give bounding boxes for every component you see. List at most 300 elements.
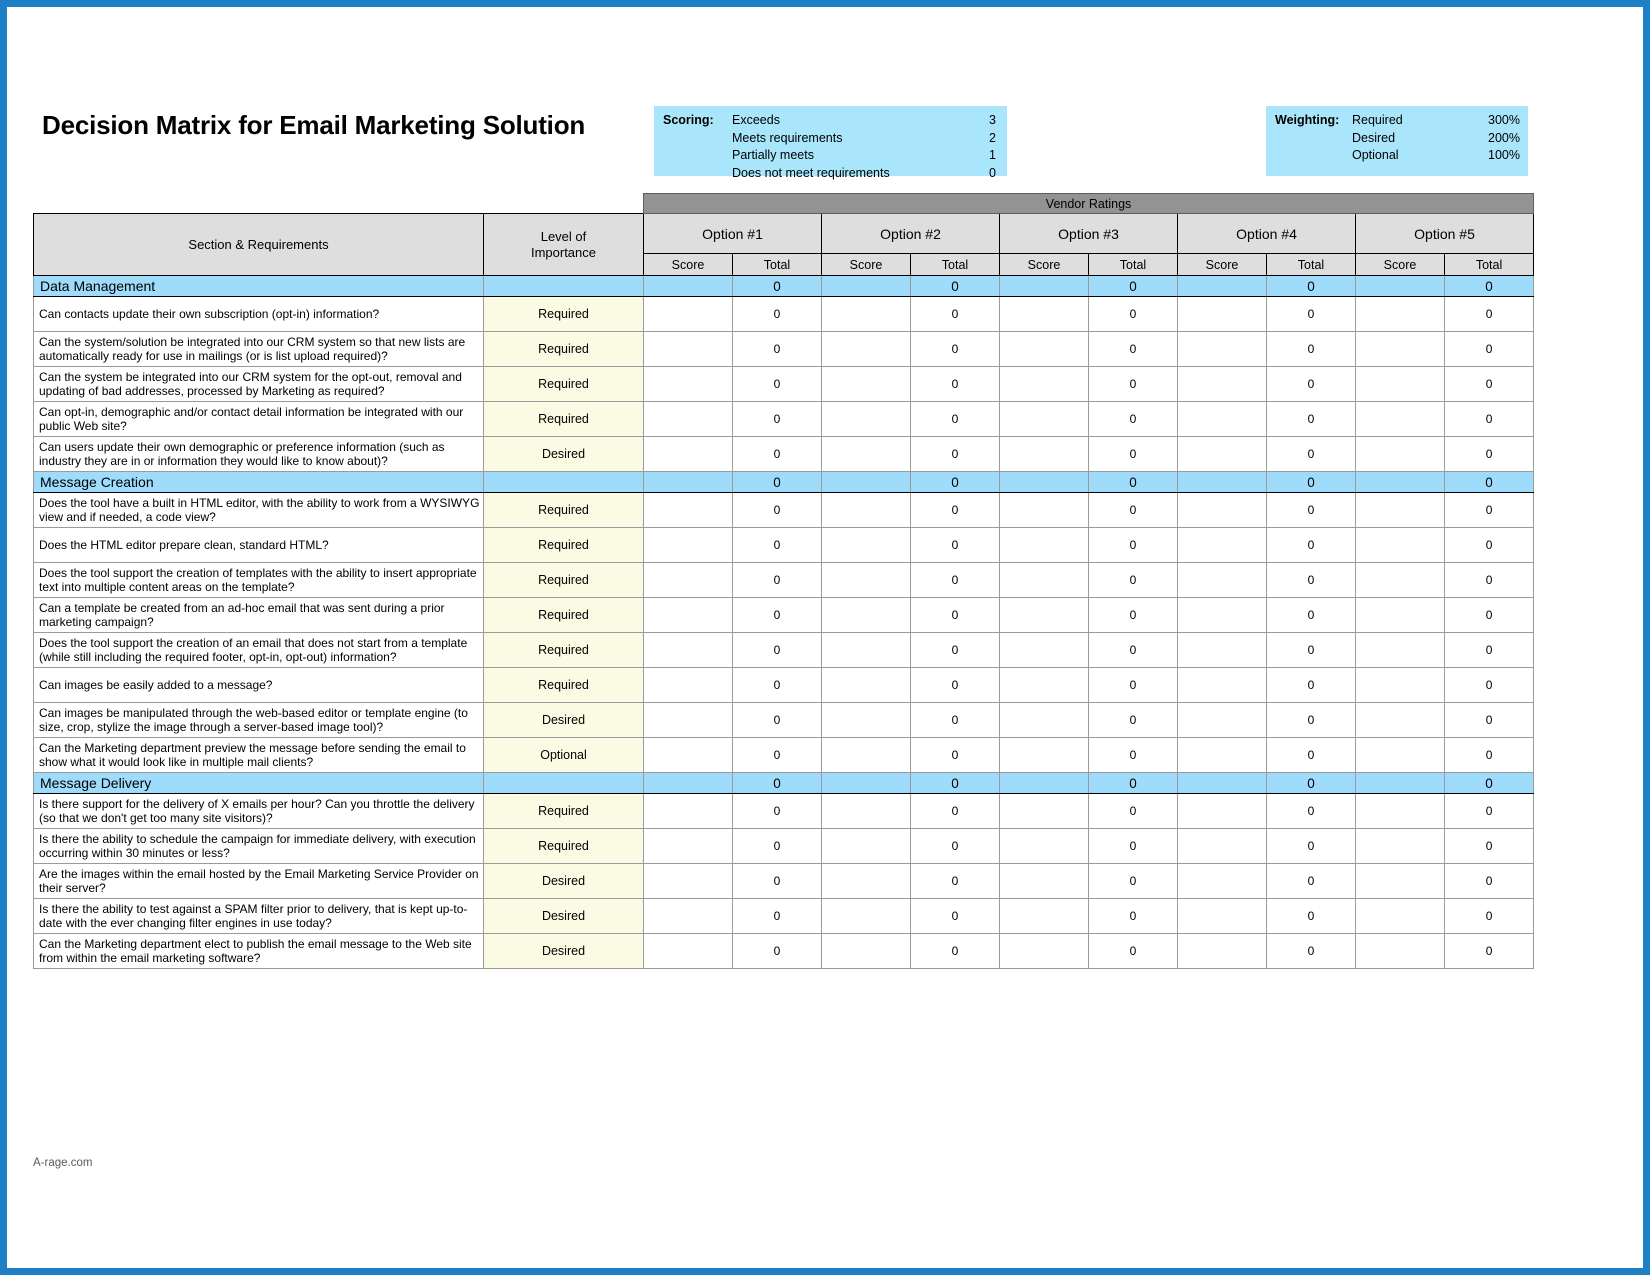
decision-matrix-table: [33, 193, 1534, 969]
scoring-legend-rows: [732, 112, 996, 182]
total-cell-option-5: 0: [1445, 563, 1534, 598]
scoring-legend-box: [654, 106, 1007, 180]
importance-level[interactable]: Required: [484, 402, 644, 437]
score-input-cell-option-1[interactable]: [644, 598, 733, 633]
total-cell-option-5: 0: [1445, 703, 1534, 738]
importance-level[interactable]: Required: [484, 633, 644, 668]
table-row: [34, 864, 1534, 899]
score-input-cell-option-1[interactable]: [644, 738, 733, 773]
score-input-cell-option-2[interactable]: [822, 703, 911, 738]
total-cell-option-1: 0: [733, 899, 822, 934]
score-input-cell-option-2[interactable]: [822, 864, 911, 899]
score-input-cell-option-2[interactable]: [822, 633, 911, 668]
col-header-option-5: Option #5: [1356, 214, 1534, 254]
table-body: [34, 276, 1534, 969]
total-cell-option-1: 0: [733, 528, 822, 563]
score-input-cell-option-5[interactable]: [1356, 899, 1445, 934]
total-cell-option-4: 0: [1267, 794, 1356, 829]
requirement-text: Is there the ability to schedule the campaign for immediate delivery, with execution occurring within 30 minutes or less?: [34, 829, 484, 864]
score-input-cell-option-2[interactable]: [822, 297, 911, 332]
weighting-legend-row: [1352, 112, 1520, 130]
page-title: Decision Matrix for Email Marketing Solution: [42, 110, 586, 140]
total-cell-option-3: 0: [1089, 668, 1178, 703]
score-input-cell-option-5[interactable]: [1356, 794, 1445, 829]
total-cell-option-5: 0: [1445, 899, 1534, 934]
total-cell-option-4: 0: [1267, 493, 1356, 528]
score-input-cell-option-4[interactable]: [1178, 829, 1267, 864]
importance-level[interactable]: Desired: [484, 437, 644, 472]
col-header-option-3: Option #3: [1000, 214, 1178, 254]
total-cell-option-1: 0: [733, 794, 822, 829]
total-cell-option-1: 0: [733, 402, 822, 437]
scoring-legend-label: Scoring:: [663, 113, 714, 127]
total-cell-option-5: 0: [1445, 668, 1534, 703]
total-cell-option-5: 0: [1445, 598, 1534, 633]
total-cell-option-3: 0: [1089, 493, 1178, 528]
total-cell-option-3: 0: [1089, 703, 1178, 738]
score-input-cell-option-3[interactable]: [1000, 899, 1089, 934]
total-cell-option-2: 0: [911, 633, 1000, 668]
score-input-cell-option-4[interactable]: [1178, 703, 1267, 738]
total-cell-option-5: 0: [1445, 367, 1534, 402]
total-cell-option-1: 0: [733, 864, 822, 899]
importance-level[interactable]: Desired: [484, 934, 644, 969]
table-row: [34, 738, 1534, 773]
section-total-option-2: 0: [911, 276, 1000, 297]
table-row: [34, 563, 1534, 598]
section-importance-spacer: [484, 276, 644, 297]
section-total-option-1: 0: [733, 773, 822, 794]
scoring-legend-value: 2: [989, 130, 996, 145]
score-input-cell-option-3[interactable]: [1000, 829, 1089, 864]
section-score-spacer-option-4: [1178, 276, 1267, 297]
weighting-legend-rows: [1352, 112, 1520, 165]
section-score-spacer-option-3: [1000, 773, 1089, 794]
section-score-spacer-option-2: [822, 773, 911, 794]
score-input-cell-option-4[interactable]: [1178, 493, 1267, 528]
total-cell-option-2: 0: [911, 437, 1000, 472]
score-input-cell-option-4[interactable]: [1178, 738, 1267, 773]
table-row: [34, 297, 1534, 332]
table-row: [34, 493, 1534, 528]
importance-level[interactable]: Desired: [484, 864, 644, 899]
score-input-cell-option-1[interactable]: [644, 899, 733, 934]
score-input-cell-option-4[interactable]: [1178, 633, 1267, 668]
score-input-cell-option-4[interactable]: [1178, 402, 1267, 437]
requirement-text: Can the Marketing department elect to publish the email message to the Web site from within the email marketing software?: [34, 934, 484, 969]
score-input-cell-option-1[interactable]: [644, 297, 733, 332]
importance-level[interactable]: Desired: [484, 899, 644, 934]
score-input-cell-option-1[interactable]: [644, 367, 733, 402]
total-cell-option-1: 0: [733, 297, 822, 332]
score-input-cell-option-1[interactable]: [644, 493, 733, 528]
total-cell-option-1: 0: [733, 668, 822, 703]
total-cell-option-2: 0: [911, 864, 1000, 899]
score-input-cell-option-5[interactable]: [1356, 528, 1445, 563]
score-input-cell-option-5[interactable]: [1356, 598, 1445, 633]
score-input-cell-option-2[interactable]: [822, 738, 911, 773]
subheader-score-option-1: Score: [644, 254, 733, 276]
total-cell-option-4: 0: [1267, 598, 1356, 633]
score-input-cell-option-5[interactable]: [1356, 703, 1445, 738]
total-cell-option-5: 0: [1445, 297, 1534, 332]
total-cell-option-5: 0: [1445, 402, 1534, 437]
total-cell-option-2: 0: [911, 332, 1000, 367]
requirement-text: Are the images within the email hosted by the Email Marketing Service Provider on their server?: [34, 864, 484, 899]
section-title: Message Creation: [34, 472, 484, 493]
score-input-cell-option-1[interactable]: [644, 402, 733, 437]
importance-level[interactable]: Required: [484, 367, 644, 402]
importance-level[interactable]: Required: [484, 563, 644, 598]
weighting-legend-name: Optional: [1352, 148, 1399, 162]
requirement-text: Does the tool support the creation of templates with the ability to insert appropriate text into multiple content areas on the template?: [34, 563, 484, 598]
requirement-text: Can the system be integrated into our CRM system for the opt-out, removal and updating of bad addresses, processed by Marketing as required?: [34, 367, 484, 402]
importance-level[interactable]: Optional: [484, 738, 644, 773]
total-cell-option-4: 0: [1267, 899, 1356, 934]
total-cell-option-5: 0: [1445, 864, 1534, 899]
score-input-cell-option-2[interactable]: [822, 794, 911, 829]
score-input-cell-option-5[interactable]: [1356, 563, 1445, 598]
requirement-text: Can users update their own demographic or preference information (such as industry they are in or information they would like to know about)?: [34, 437, 484, 472]
requirement-text: Does the HTML editor prepare clean, standard HTML?: [34, 528, 484, 563]
score-input-cell-option-1[interactable]: [644, 794, 733, 829]
total-cell-option-2: 0: [911, 668, 1000, 703]
score-input-cell-option-2[interactable]: [822, 899, 911, 934]
score-input-cell-option-1[interactable]: [644, 563, 733, 598]
total-cell-option-5: 0: [1445, 437, 1534, 472]
subheader-score-option-5: Score: [1356, 254, 1445, 276]
total-cell-option-3: 0: [1089, 934, 1178, 969]
total-cell-option-2: 0: [911, 829, 1000, 864]
requirement-text: Does the tool have a built in HTML editor, with the ability to work from a WYSIWYG view and if needed, a code view?: [34, 493, 484, 528]
section-total-option-5: 0: [1445, 773, 1534, 794]
section-score-spacer-option-3: [1000, 276, 1089, 297]
total-cell-option-3: 0: [1089, 528, 1178, 563]
table-row: [34, 332, 1534, 367]
total-cell-option-1: 0: [733, 367, 822, 402]
score-input-cell-option-4[interactable]: [1178, 899, 1267, 934]
table-header: [34, 194, 1534, 276]
col-header-option-2: Option #2: [822, 214, 1000, 254]
score-input-cell-option-4[interactable]: [1178, 934, 1267, 969]
table-row: [34, 668, 1534, 703]
weighting-legend-value: 300%: [1488, 113, 1520, 127]
total-cell-option-3: 0: [1089, 367, 1178, 402]
total-cell-option-4: 0: [1267, 528, 1356, 563]
total-cell-option-5: 0: [1445, 794, 1534, 829]
requirement-text: Can images be manipulated through the web-based editor or template engine (to size, crop, stylize the image through a server-based image tool)?: [34, 703, 484, 738]
score-input-cell-option-5[interactable]: [1356, 668, 1445, 703]
table-row: [34, 528, 1534, 563]
weighting-legend-name: Required: [1352, 113, 1403, 127]
weighting-legend-label: Weighting:: [1275, 113, 1340, 127]
score-input-cell-option-3[interactable]: [1000, 794, 1089, 829]
requirement-text: Can the Marketing department preview the message before sending the email to show what it would look like in multiple mail clients?: [34, 738, 484, 773]
total-cell-option-2: 0: [911, 703, 1000, 738]
col-header-importance: [484, 214, 644, 276]
table-row: [34, 598, 1534, 633]
section-importance-spacer: [484, 773, 644, 794]
total-cell-option-5: 0: [1445, 829, 1534, 864]
score-input-cell-option-5[interactable]: [1356, 934, 1445, 969]
table-row: [34, 794, 1534, 829]
scoring-legend-value: 0: [989, 165, 996, 180]
score-input-cell-option-2[interactable]: [822, 829, 911, 864]
scoring-legend-name: Does not meet requirements: [732, 165, 890, 180]
total-cell-option-3: 0: [1089, 437, 1178, 472]
score-input-cell-option-2[interactable]: [822, 437, 911, 472]
section-header-row: [34, 276, 1534, 297]
total-cell-option-3: 0: [1089, 899, 1178, 934]
requirement-text: Can opt-in, demographic and/or contact detail information be integrated with our public Web site?: [34, 402, 484, 437]
score-input-cell-option-3[interactable]: [1000, 934, 1089, 969]
importance-level[interactable]: Required: [484, 668, 644, 703]
total-cell-option-2: 0: [911, 934, 1000, 969]
importance-level[interactable]: Required: [484, 794, 644, 829]
scoring-legend-name: Partially meets: [732, 148, 814, 162]
score-input-cell-option-3[interactable]: [1000, 738, 1089, 773]
requirement-text: Can contacts update their own subscription (opt-in) information?: [34, 297, 484, 332]
score-input-cell-option-2[interactable]: [822, 402, 911, 437]
scoring-legend-name: Meets requirements: [732, 130, 843, 145]
score-input-cell-option-3[interactable]: [1000, 598, 1089, 633]
score-input-cell-option-5[interactable]: [1356, 402, 1445, 437]
total-cell-option-5: 0: [1445, 633, 1534, 668]
importance-level[interactable]: Required: [484, 297, 644, 332]
score-input-cell-option-1[interactable]: [644, 633, 733, 668]
score-input-cell-option-3[interactable]: [1000, 332, 1089, 367]
col-header-requirements: Section & Requirements: [34, 214, 484, 276]
score-input-cell-option-2[interactable]: [822, 493, 911, 528]
importance-level[interactable]: Required: [484, 598, 644, 633]
score-input-cell-option-3[interactable]: [1000, 633, 1089, 668]
score-input-cell-option-3[interactable]: [1000, 563, 1089, 598]
score-input-cell-option-2[interactable]: [822, 528, 911, 563]
col-header-option-4: Option #4: [1178, 214, 1356, 254]
section-score-spacer-option-3: [1000, 472, 1089, 493]
total-cell-option-1: 0: [733, 738, 822, 773]
subheader-score-option-2: Score: [822, 254, 911, 276]
score-input-cell-option-4[interactable]: [1178, 437, 1267, 472]
table-row: [34, 402, 1534, 437]
total-cell-option-4: 0: [1267, 563, 1356, 598]
score-input-cell-option-1[interactable]: [644, 829, 733, 864]
score-input-cell-option-3[interactable]: [1000, 703, 1089, 738]
total-cell-option-5: 0: [1445, 738, 1534, 773]
total-cell-option-4: 0: [1267, 297, 1356, 332]
col-header-option-1: Option #1: [644, 214, 822, 254]
score-input-cell-option-2[interactable]: [822, 563, 911, 598]
total-cell-option-2: 0: [911, 563, 1000, 598]
weighting-legend-value: 200%: [1488, 130, 1520, 145]
score-input-cell-option-5[interactable]: [1356, 829, 1445, 864]
score-input-cell-option-3[interactable]: [1000, 437, 1089, 472]
score-input-cell-option-3[interactable]: [1000, 668, 1089, 703]
score-input-cell-option-2[interactable]: [822, 332, 911, 367]
total-cell-option-1: 0: [733, 633, 822, 668]
total-cell-option-2: 0: [911, 297, 1000, 332]
scoring-legend-value: 3: [989, 113, 996, 127]
total-cell-option-3: 0: [1089, 864, 1178, 899]
total-cell-option-4: 0: [1267, 332, 1356, 367]
weighting-legend-value: 100%: [1488, 148, 1520, 162]
score-input-cell-option-5[interactable]: [1356, 367, 1445, 402]
score-input-cell-option-4[interactable]: [1178, 864, 1267, 899]
score-input-cell-option-2[interactable]: [822, 598, 911, 633]
score-input-cell-option-1[interactable]: [644, 934, 733, 969]
importance-header-line2: Importance: [530, 244, 597, 260]
section-header-row: [34, 773, 1534, 794]
table-row: [34, 437, 1534, 472]
section-score-spacer-option-5: [1356, 472, 1445, 493]
importance-level[interactable]: Desired: [484, 703, 644, 738]
score-input-cell-option-1[interactable]: [644, 528, 733, 563]
table-row: [34, 829, 1534, 864]
total-cell-option-3: 0: [1089, 563, 1178, 598]
subheader-score-option-4: Score: [1178, 254, 1267, 276]
score-input-cell-option-5[interactable]: [1356, 297, 1445, 332]
weighting-legend-box: [1266, 106, 1528, 176]
score-input-cell-option-4[interactable]: [1178, 794, 1267, 829]
total-cell-option-1: 0: [733, 598, 822, 633]
section-total-option-5: 0: [1445, 276, 1534, 297]
subheader-total-option-1: Total: [733, 254, 822, 276]
total-cell-option-4: 0: [1267, 402, 1356, 437]
score-input-cell-option-3[interactable]: [1000, 493, 1089, 528]
subheader-total-option-2: Total: [911, 254, 1000, 276]
score-input-cell-option-4[interactable]: [1178, 528, 1267, 563]
scoring-legend-row: [732, 147, 996, 165]
score-input-cell-option-2[interactable]: [822, 367, 911, 402]
scoring-legend-name: Exceeds: [732, 113, 780, 127]
vendor-ratings-band-row: [34, 194, 1534, 214]
score-input-cell-option-4[interactable]: [1178, 297, 1267, 332]
score-input-cell-option-4[interactable]: [1178, 563, 1267, 598]
total-cell-option-1: 0: [733, 332, 822, 367]
total-cell-option-4: 0: [1267, 738, 1356, 773]
total-cell-option-2: 0: [911, 794, 1000, 829]
requirement-text: Can images be easily added to a message?: [34, 668, 484, 703]
section-score-spacer-option-1: [644, 773, 733, 794]
section-total-option-1: 0: [733, 276, 822, 297]
total-cell-option-3: 0: [1089, 829, 1178, 864]
importance-level[interactable]: Required: [484, 332, 644, 367]
option-header-row: [34, 214, 1534, 254]
total-cell-option-4: 0: [1267, 367, 1356, 402]
score-input-cell-option-3[interactable]: [1000, 864, 1089, 899]
score-input-cell-option-2[interactable]: [822, 934, 911, 969]
section-total-option-1: 0: [733, 472, 822, 493]
score-input-cell-option-5[interactable]: [1356, 332, 1445, 367]
importance-level[interactable]: Required: [484, 528, 644, 563]
section-importance-spacer: [484, 472, 644, 493]
total-cell-option-2: 0: [911, 367, 1000, 402]
total-cell-option-5: 0: [1445, 528, 1534, 563]
section-score-spacer-option-4: [1178, 472, 1267, 493]
score-input-cell-option-4[interactable]: [1178, 332, 1267, 367]
score-input-cell-option-2[interactable]: [822, 668, 911, 703]
section-score-spacer-option-2: [822, 472, 911, 493]
subheader-total-option-3: Total: [1089, 254, 1178, 276]
score-input-cell-option-5[interactable]: [1356, 437, 1445, 472]
score-input-cell-option-3[interactable]: [1000, 367, 1089, 402]
total-cell-option-1: 0: [733, 934, 822, 969]
score-input-cell-option-1[interactable]: [644, 332, 733, 367]
section-header-row: [34, 472, 1534, 493]
total-cell-option-4: 0: [1267, 934, 1356, 969]
total-cell-option-1: 0: [733, 563, 822, 598]
section-score-spacer-option-1: [644, 276, 733, 297]
band-spacer-importance: [484, 194, 644, 214]
total-cell-option-3: 0: [1089, 402, 1178, 437]
section-total-option-3: 0: [1089, 276, 1178, 297]
section-total-option-5: 0: [1445, 472, 1534, 493]
subheader-score-option-3: Score: [1000, 254, 1089, 276]
section-score-spacer-option-1: [644, 472, 733, 493]
section-title: Data Management: [34, 276, 484, 297]
score-input-cell-option-4[interactable]: [1178, 598, 1267, 633]
score-input-cell-option-1[interactable]: [644, 864, 733, 899]
score-input-cell-option-1[interactable]: [644, 703, 733, 738]
score-input-cell-option-4[interactable]: [1178, 367, 1267, 402]
requirement-text: Does the tool support the creation of an email that does not start from a template (while still including the required footer, opt-in, opt-out) information?: [34, 633, 484, 668]
score-input-cell-option-3[interactable]: [1000, 402, 1089, 437]
section-total-option-3: 0: [1089, 472, 1178, 493]
score-input-cell-option-4[interactable]: [1178, 668, 1267, 703]
importance-header-line1: Level of: [540, 228, 587, 244]
section-total-option-4: 0: [1267, 472, 1356, 493]
total-cell-option-3: 0: [1089, 794, 1178, 829]
total-cell-option-3: 0: [1089, 297, 1178, 332]
total-cell-option-2: 0: [911, 402, 1000, 437]
total-cell-option-3: 0: [1089, 598, 1178, 633]
importance-level[interactable]: Required: [484, 829, 644, 864]
section-total-option-2: 0: [911, 472, 1000, 493]
band-spacer-requirements: [34, 194, 484, 214]
total-cell-option-1: 0: [733, 493, 822, 528]
score-input-cell-option-3[interactable]: [1000, 297, 1089, 332]
score-input-cell-option-5[interactable]: [1356, 864, 1445, 899]
score-input-cell-option-5[interactable]: [1356, 633, 1445, 668]
weighting-legend-row: [1352, 130, 1520, 148]
requirement-text: Is there the ability to test against a SPAM filter prior to delivery, that is kept up-to-date with the ever changing filter engines in use today?: [34, 899, 484, 934]
section-total-option-4: 0: [1267, 276, 1356, 297]
section-score-spacer-option-5: [1356, 276, 1445, 297]
weighting-legend-name: Desired: [1352, 130, 1396, 145]
total-cell-option-2: 0: [911, 899, 1000, 934]
total-cell-option-4: 0: [1267, 829, 1356, 864]
section-total-option-4: 0: [1267, 773, 1356, 794]
total-cell-option-3: 0: [1089, 633, 1178, 668]
score-input-cell-option-1[interactable]: [644, 668, 733, 703]
section-total-option-3: 0: [1089, 773, 1178, 794]
score-input-cell-option-5[interactable]: [1356, 493, 1445, 528]
requirement-text: Is there support for the delivery of X emails per hour? Can you throttle the delivery (so that we don't get too many site visitors)?: [34, 794, 484, 829]
total-cell-option-4: 0: [1267, 437, 1356, 472]
score-input-cell-option-3[interactable]: [1000, 528, 1089, 563]
footer-watermark: A-rage.com: [33, 1157, 93, 1169]
score-input-cell-option-5[interactable]: [1356, 738, 1445, 773]
subheader-total-option-4: Total: [1267, 254, 1356, 276]
total-cell-option-4: 0: [1267, 633, 1356, 668]
table-row: [34, 633, 1534, 668]
importance-level[interactable]: Required: [484, 493, 644, 528]
section-score-spacer-option-5: [1356, 773, 1445, 794]
requirement-text: Can the system/solution be integrated into our CRM system so that new lists are automatically ready for use in mailings (or is list upload required)?: [34, 332, 484, 367]
score-input-cell-option-1[interactable]: [644, 437, 733, 472]
total-cell-option-4: 0: [1267, 864, 1356, 899]
total-cell-option-1: 0: [733, 437, 822, 472]
